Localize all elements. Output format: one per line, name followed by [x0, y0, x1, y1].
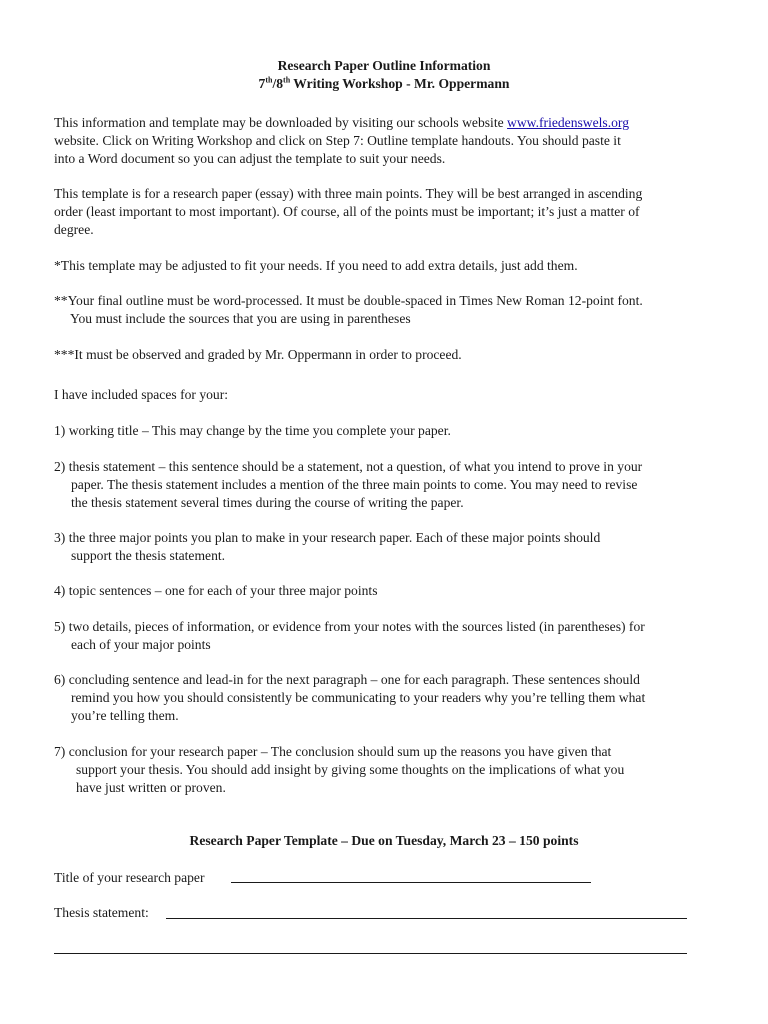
item-2-line-1: 2) thesis statement – this sentence should be a statement, not a question, of what you intend to prove in your [54, 459, 643, 474]
intro-paragraph [54, 114, 722, 168]
subtitle-rest: Writing Workshop - Mr. Oppermann [290, 76, 510, 91]
title-blank-line[interactable] [231, 882, 591, 883]
note-word-processed-line-2: You must include the sources that you are using in parentheses [70, 311, 411, 326]
item-6-line-3: you’re telling them. [71, 708, 179, 723]
note-adjust [54, 257, 722, 275]
item-7-line-2: support your thesis. You should add insight by giving some thoughts on the implications of what you [76, 762, 625, 777]
grade-seven: 7 [258, 76, 266, 91]
item-2-line-3: the thesis statement several times during the course of writing the paper. [71, 495, 464, 510]
thesis-field-label: Thesis statement: [54, 905, 149, 920]
template-info-line-2: order (least important to most important). Of course, all of the points must be important; it’s just a matter of [54, 204, 640, 219]
intro-line-1 [54, 114, 722, 132]
grade-eight-suffix: th [283, 75, 291, 85]
list-item-6 [54, 671, 722, 725]
list-item-5 [54, 618, 722, 654]
list-item-2 [54, 458, 722, 512]
document-subtitle [0, 75, 768, 92]
included-text: I have included spaces for your: [54, 387, 229, 402]
intro-text: This information and template may be downloaded by visiting our schools website [54, 115, 508, 130]
list-item-7 [54, 743, 722, 797]
item-4-line-1: 4) topic sentences – one for each of your three major points [54, 583, 378, 598]
item-6-line-2: remind you how you should consistently be communicating to your readers why you’re telling them what [71, 690, 646, 705]
template-info-paragraph [54, 185, 722, 239]
list-item-1 [54, 422, 722, 440]
grade-separator: / [272, 76, 277, 91]
item-1-line-1: 1) working title – This may change by the time you complete your paper. [54, 423, 451, 438]
document-title: Research Paper Outline Information [277, 58, 491, 73]
item-7-line-3: have just written or proven. [76, 780, 226, 795]
note-word-processed [54, 292, 722, 328]
grade-seven-suffix: th [265, 75, 273, 85]
item-3-line-1: 3) the three major points you plan to make in your research paper. Each of these major points should [54, 530, 601, 545]
title-field-label: Title of your research paper [54, 870, 205, 885]
template-info-line-3: degree. [54, 222, 94, 237]
note-graded-text: ***It must be observed and graded by Mr. Oppermann in order to proceed. [54, 347, 462, 362]
website-link[interactable]: www.friedenswels.org [507, 115, 629, 130]
note-graded [54, 346, 722, 364]
intro-line-2: website. Click on Writing Workshop and click on Step 7: Outline template handouts. You should paste it [54, 133, 621, 148]
item-3-line-2: support the thesis statement. [71, 548, 226, 563]
note-adjust-text: *This template may be adjusted to fit your needs. If you need to add extra details, just add them. [54, 258, 578, 273]
thesis-blank-line-2[interactable] [54, 953, 687, 954]
grade-eight: 8 [276, 76, 284, 91]
list-item-3 [54, 529, 722, 565]
template-heading: Research Paper Template – Due on Tuesday, March 23 – 150 points [189, 833, 579, 848]
list-item-4 [54, 582, 722, 600]
item-6-line-1: 6) concluding sentence and lead-in for the next paragraph – one for each paragraph. These sentences should [54, 672, 640, 687]
item-7-line-1: 7) conclusion for your research paper – The conclusion should sum up the reasons you have given that [54, 744, 612, 759]
intro-line-3: into a Word document so you can adjust the template to suit your needs. [54, 151, 446, 166]
item-5-line-1: 5) two details, pieces of information, or evidence from your notes with the sources listed (in parentheses) for [54, 619, 645, 634]
item-2-line-2: paper. The thesis statement includes a mention of the three main points to come. You may need to revise [71, 477, 638, 492]
template-info-line-1: This template is for a research paper (essay) with three main points. They will be best arranged in ascending [54, 186, 643, 201]
thesis-blank-line[interactable] [166, 918, 687, 919]
item-5-line-2: each of your major points [71, 637, 211, 652]
included-intro [54, 386, 722, 404]
note-word-processed-line-1: **Your final outline must be word-processed. It must be double-spaced in Times New Roman 12-point font. [54, 293, 643, 308]
